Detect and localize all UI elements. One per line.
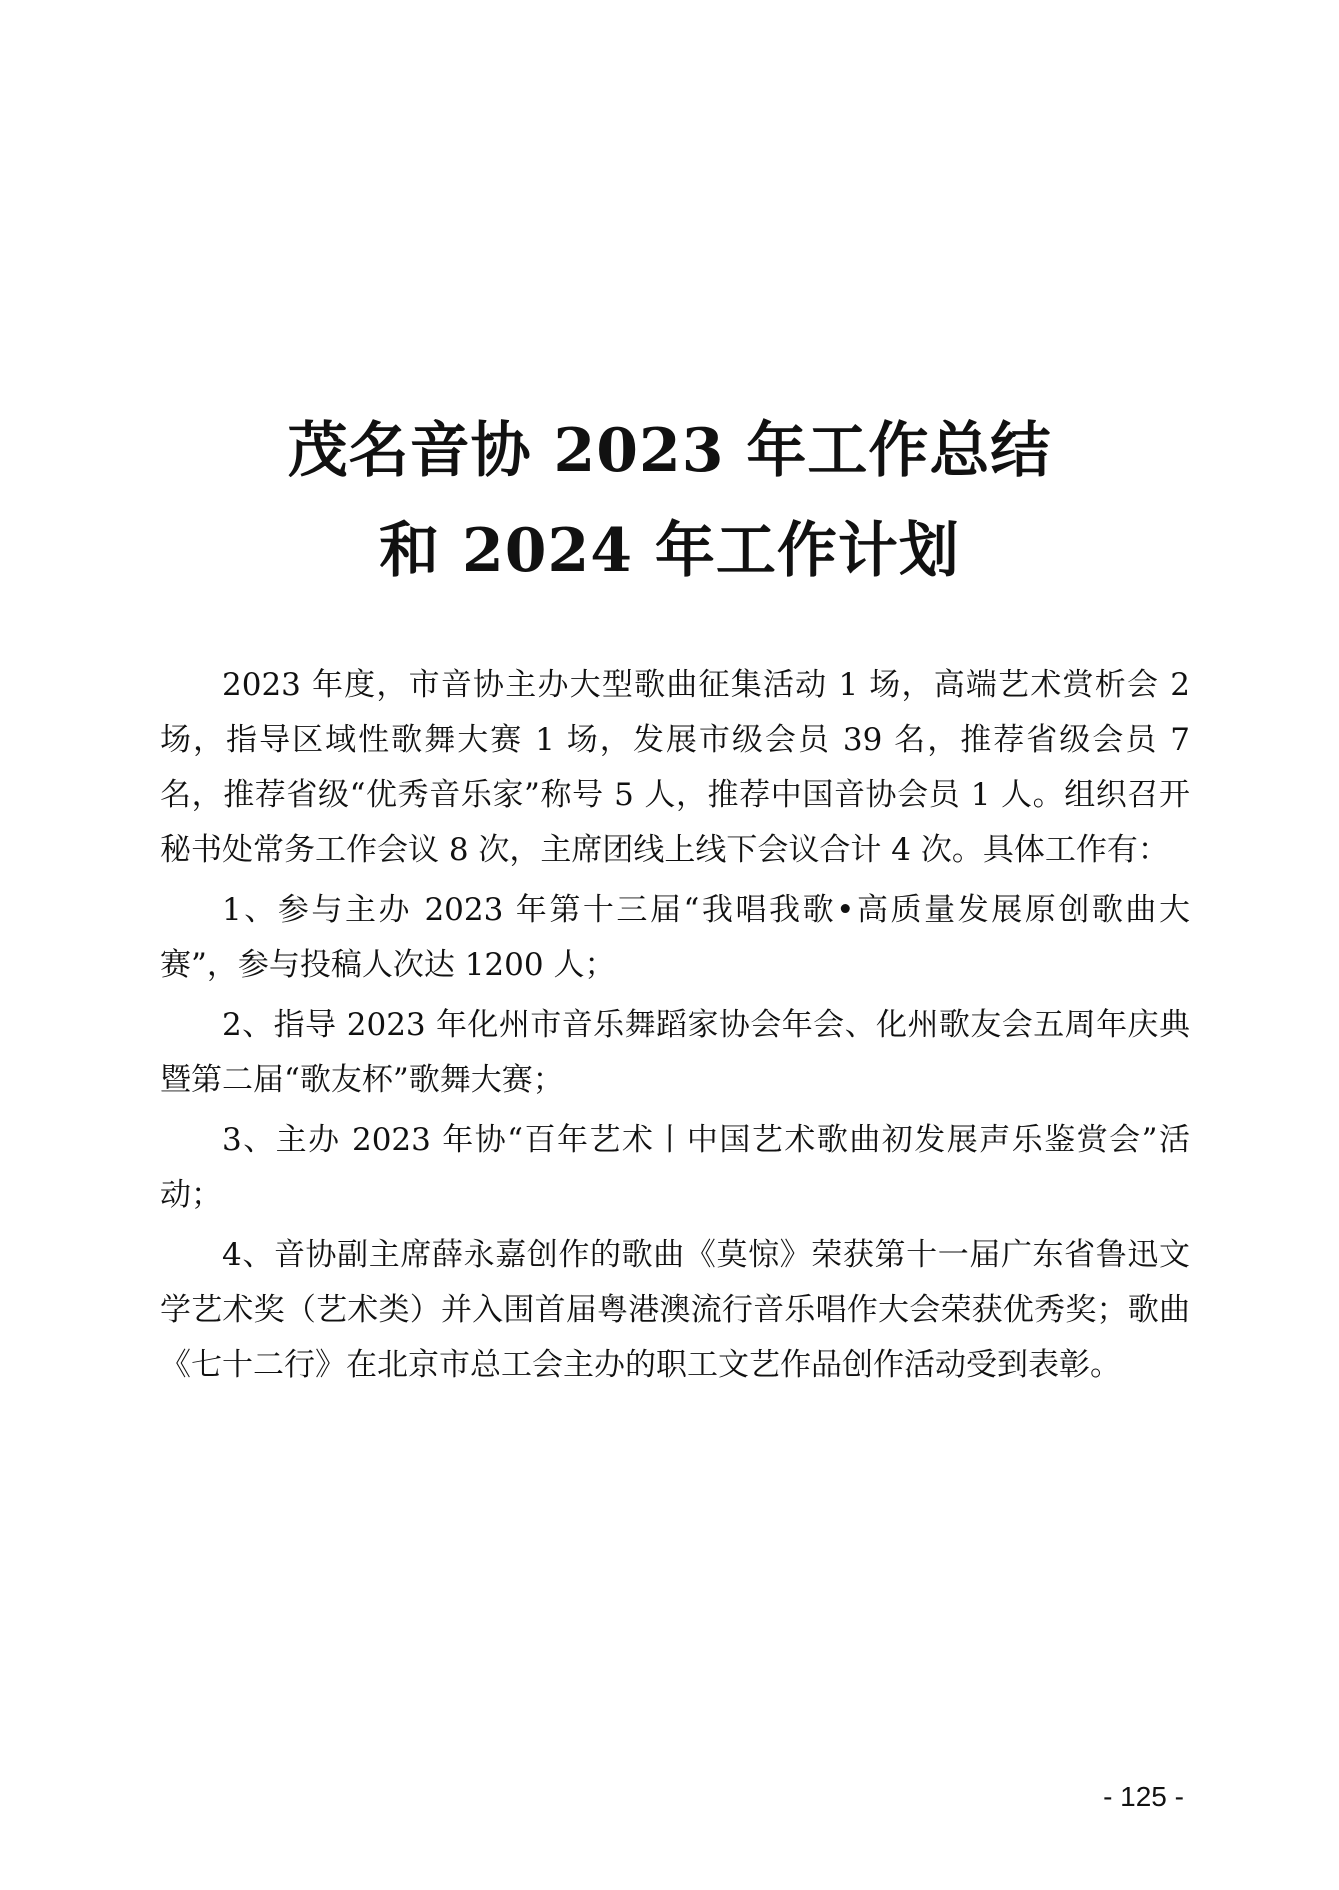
page-number: - 125 - xyxy=(1103,1781,1184,1812)
paragraph-summary: 2023 年度，市音协主办大型歌曲征集活动 1 场，高端艺术赏析会 2 场，指导区域性歌舞大赛 1 场，发展市级会员 39 名，推荐省级会员 7 名，推荐省级“优秀音乐家”称号 5 人，推荐中国音协会员 1 人。组织召开秘书处常务工作会议 8 次，主席团线上线下会议合计 4 次。具体工作有： xyxy=(160,667,1190,868)
document-title-line-2: 和 2024 年工作计划 xyxy=(379,516,960,586)
paragraph-item-4: 4、音协副主席薛永嘉创作的歌曲《莫惊》荣获第十一届广东省鲁迅文学艺术奖（艺术类）并入围首届粤港澳流行音乐唱作大会荣获优秀奖；歌曲《七十二行》在北京市总工会主办的职工文艺作品创作活动受到表彰。 xyxy=(160,1237,1190,1383)
document-title-line-1: 茂名音协 2023 年工作总结 xyxy=(287,416,1052,486)
document-body xyxy=(160,658,1190,1398)
paragraph-item-1: 1、参与主办 2023 年第十三届“我唱我歌•高质量发展原创歌曲大赛”，参与投稿人次达 1200 人； xyxy=(160,892,1190,983)
paragraph-item-3: 3、主办 2023 年协“百年艺术丨中国艺术歌曲初发展声乐鉴赏会”活动； xyxy=(160,1122,1190,1213)
paragraph-item-2: 2、指导 2023 年化州市音乐舞蹈家协会年会、化州歌友会五周年庆典暨第二届“歌友杯”歌舞大赛； xyxy=(160,1007,1190,1098)
